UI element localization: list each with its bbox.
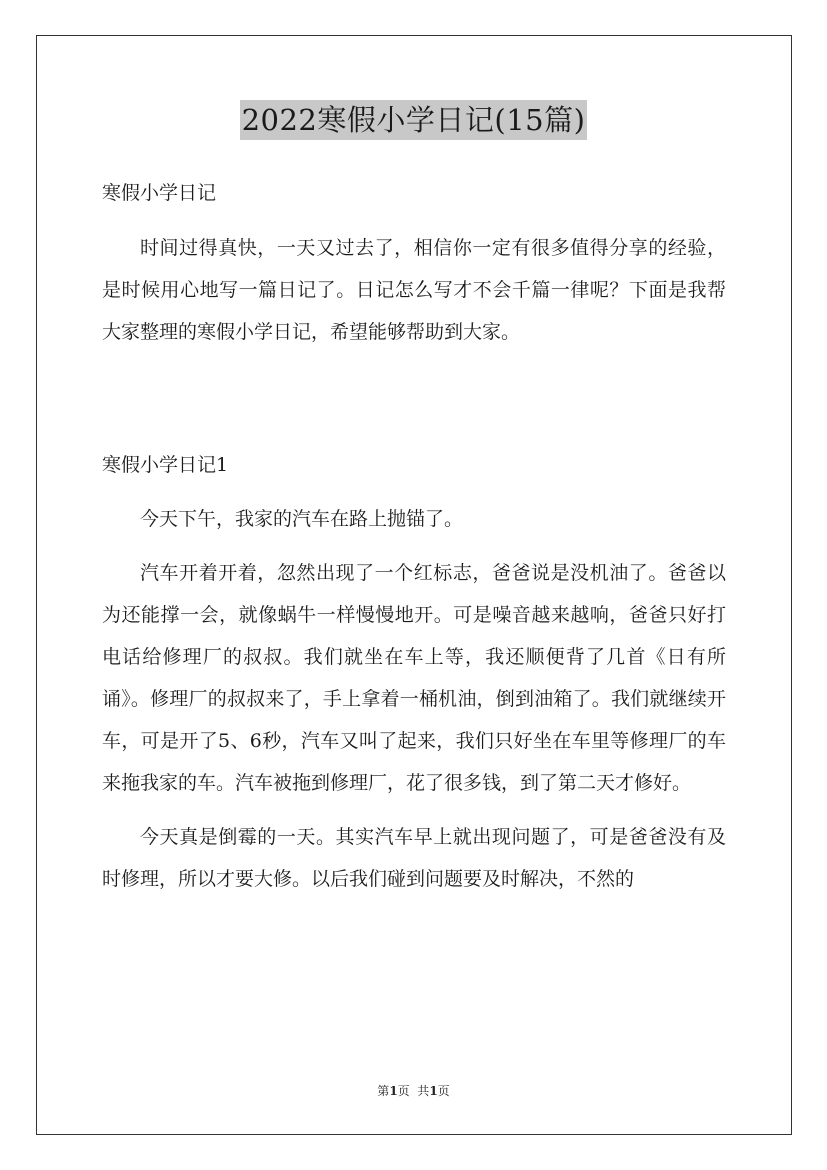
diary-paragraph-3: 今天真是倒霉的一天。其实汽车早上就出现问题了，可是爸爸没有及时修理，所以才要大修。以后我们碰到问题要及时解决，不然的 xyxy=(102,826,726,890)
intro-body xyxy=(102,227,726,353)
section-heading: 寒假小学日记1 xyxy=(102,454,229,476)
intro-heading: 寒假小学日记 xyxy=(102,182,217,204)
footer-prefix: 第 xyxy=(377,1084,390,1098)
diary-paragraph-2: 汽车开着开着，忽然出现了一个红标志，爸爸说是没机油了。爸爸以为还能撑一会，就像蜗牛一样慢慢地开。可是噪音越来越响，爸爸只好打电话给修理厂的叔叔。我们就坐在车上等，我还顺便背了几首《日有所诵》。修理厂的叔叔来了，手上拿着一桶机油，倒到油箱了。我们就继续开车，可是开了5、6秒，汽车又叫了起来，我们只好坐在车里等修理厂的车来拖我家的车。汽车被拖到修理厂，花了很多钱，到了第二天才修好。 xyxy=(102,562,726,794)
diary-paragraph-1: 今天下午，我家的汽车在路上抛锚了。 xyxy=(140,508,464,530)
diary-body xyxy=(102,498,726,900)
intro-paragraph: 时间过得真快，一天又过去了，相信你一定有很多值得分享的经验，是时候用心地写一篇日记了。日记怎么写才不会千篇一律呢？下面是我帮大家整理的寒假小学日记，希望能够帮助到大家。 xyxy=(102,237,726,343)
footer-suffix: 页 xyxy=(437,1084,450,1098)
document-title: 2022寒假小学日记(15篇) xyxy=(240,100,588,140)
page-footer xyxy=(0,1083,827,1099)
footer-middle: 页 共 xyxy=(397,1084,430,1098)
title-container xyxy=(0,100,827,140)
footer-page-number: 1 xyxy=(389,1084,398,1098)
footer-total-pages: 1 xyxy=(429,1084,438,1098)
